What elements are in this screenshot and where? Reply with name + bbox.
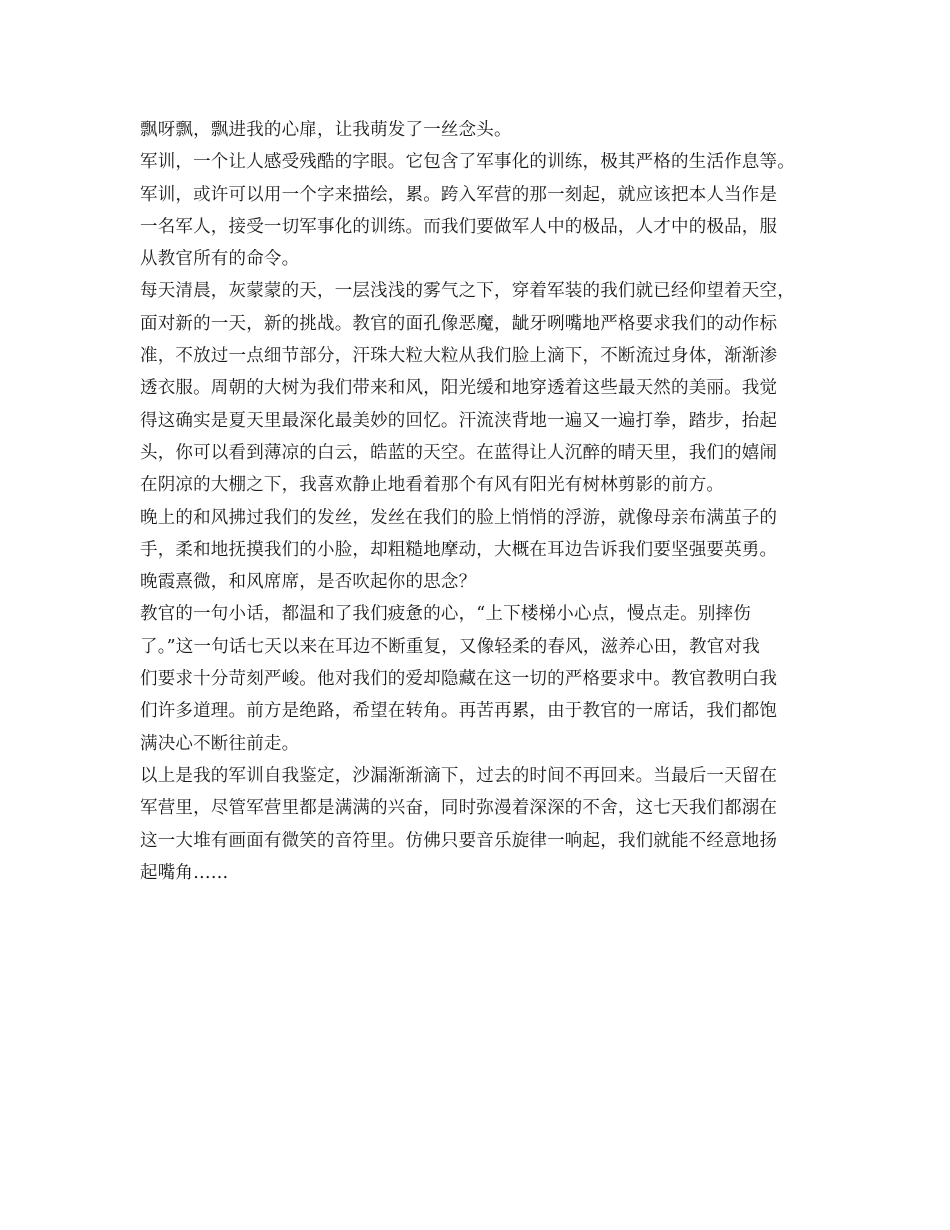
text-line: 晚上的和风拂过我们的发丝，发丝在我们的脸上悄悄的浮游，就像母亲布满茧子的 xyxy=(140,507,778,528)
text-line: 头，你可以看到薄凉的白云，皓蓝的天空。在蓝得让人沉醉的晴天里，我们的嬉闹 xyxy=(140,442,778,463)
text-line: 从教官所有的命令。 xyxy=(140,249,300,270)
text-line: 飘呀飘，飘进我的心扉，让我萌发了一丝念头。 xyxy=(140,120,512,140)
text-line: 们要求十分苛刻严峻。他对我们的爱却隐藏在这一切的严格要求中。教官教明白我 xyxy=(140,669,778,690)
text-line: 手，柔和地抚摸我们的小脸，却粗糙地摩动，大概在耳边告诉我们要坚强要英勇。 xyxy=(140,539,778,560)
text-line: 在阴凉的大棚之下，我喜欢静止地看着那个有风有阳光有树林剪影的前方。 xyxy=(140,475,725,496)
text-line: 起嘴角…… xyxy=(140,862,229,883)
text-line: 们许多道理。前方是绝路，希望在转角。再苦再累，由于教官的一席话，我们都饱 xyxy=(140,701,778,722)
text-line: 军训，或许可以用一个字来描绘，累。跨入军营的那一刻起，就应该把本人当作是 xyxy=(140,184,778,205)
text-line: 得这确实是夏天里最深化最美妙的回忆。汗流浃背地一遍又一遍打拳，踏步，抬起 xyxy=(140,410,778,431)
text-line: 军营里，尽管军营里都是满满的兴奋，同时弥漫着深深的不舍，这七天我们都溺在 xyxy=(140,798,778,819)
text-line: 了。”这一句话七天以来在耳边不断重复，又像轻柔的春风，滋养心田，教官对我 xyxy=(140,636,760,657)
text-line: 满决心不断往前走。 xyxy=(140,733,300,754)
text-line: 这一大堆有画面有微笑的音符里。仿佛只要音乐旋律一响起，我们就能不经意地扬 xyxy=(140,830,778,851)
document-body-text xyxy=(140,114,820,889)
text-line: 一名军人，接受一切军事化的训练。而我们要做军人中的极品，人才中的极品，服 xyxy=(140,216,778,237)
text-line: 面对新的一天，新的挑战。教官的面孔像恶魔，龇牙咧嘴地严格要求我们的动作标 xyxy=(140,313,778,334)
text-line: 每天清晨，灰蒙蒙的天，一层浅浅的雾气之下，穿着军装的我们就已经仰望着天空， xyxy=(140,281,795,302)
text-line: 准，不放过一点细节部分，汗珠大粒大粒从我们脸上滴下，不断流过身体，渐渐渗 xyxy=(140,346,778,367)
text-line: 以上是我的军训自我鉴定，沙漏渐渐滴下，过去的时间不再回来。当最后一天留在 xyxy=(140,765,778,786)
text-line: 晚霞熹微，和风席席，是否吹起你的思念？ xyxy=(140,572,477,593)
text-line: 透衣服。周朝的大树为我们带来和风，阳光缓和地穿透着这些最天然的美丽。我觉 xyxy=(140,378,778,399)
text-line: 教官的一句小话，都温和了我们疲惫的心，“上下楼梯小心点，慢点走。别摔伤 xyxy=(140,604,751,625)
text-line: 军训，一个让人感受残酷的字眼。它包含了军事化的训练，极其严格的生活作息等。 xyxy=(140,152,795,173)
